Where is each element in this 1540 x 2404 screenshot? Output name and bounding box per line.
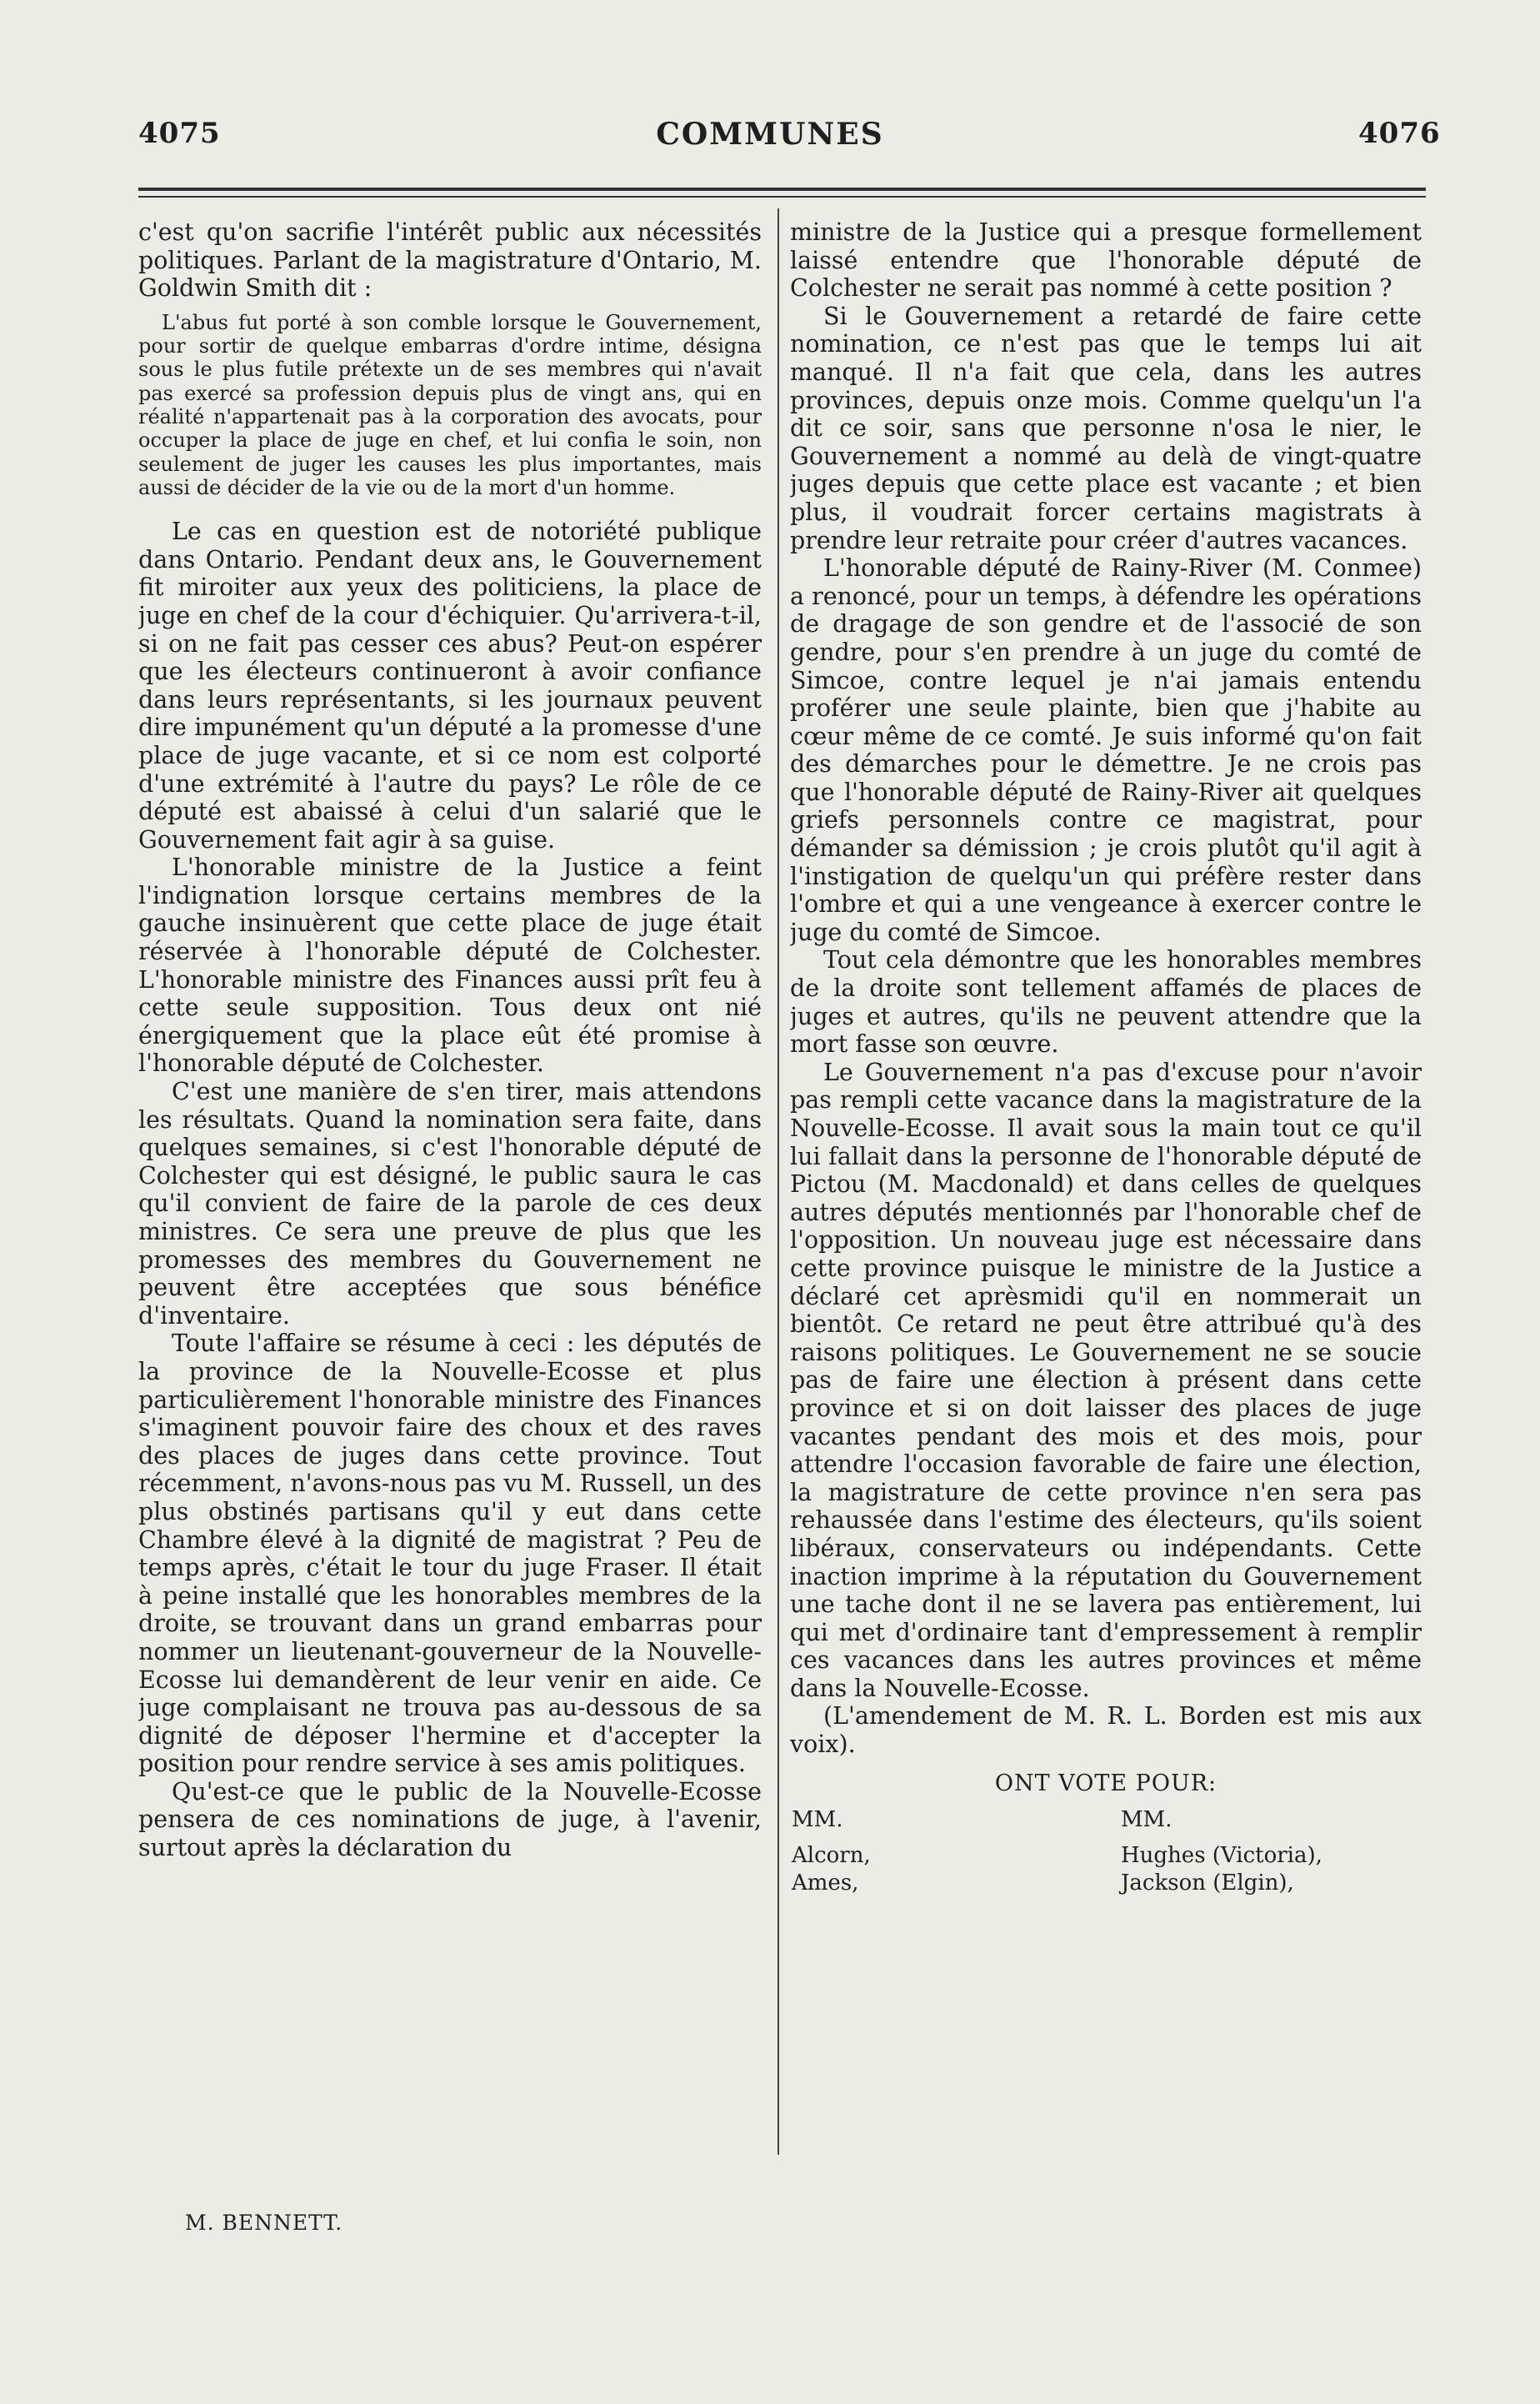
paragraph: Le Gouvernement n'a pas d'excuse pour n'avoir pas rempli cette vacance dans la magistrature de la Nouvelle-Ecosse. Il avait sous la main tout ce qu'il lui fallait dans la personne de l'honorable député de Pictou (M. Macdonald) et dans celles de quelques autres députés mentionnés par l'honorable chef de l'opposition. Un nouveau juge est nécessaire dans cette province puisque le ministre de la Justice a déclaré cet aprèsmidi qu'il en nommerait un bientôt. Ce retard ne peut être attribué qu'à des raisons politiques. Le Gouvernement ne se soucie pas de faire une élection à présent dans cette province et si on doit laisser des places de juge vacantes pendant des mois et des mois, pour attendre l'occasion favorable de faire une élection, la magistrature de cette province n'en sera pas rehaussée dans l'estime des électeurs, qu'ils soient libéraux, conservateurs ou indépendants. Cette inaction imprime à la réputation du Gouvernement une tache dont il ne se lavera pas entièrement, lui qui met d'ordinaire tant d'empressement à remplir ces vacances dans les autres provinces et même dans la Nouvelle-Ecosse.	[790, 1058, 1422, 1702]
running-title: COMMUNES	[656, 117, 884, 152]
paragraph: Si le Gouvernement a retardé de faire cette nomination, ce n'est pas que le temps lui ait manqué. Il n'a fait que cela, dans les autres provinces, depuis onze mois. Comme quelqu'un l'a dit ce soir, sans que personne n'osa le nier, le Gouvernement a nommé au delà de vingt-quatre juges depuis que cette place est vacante ; et bien plus, il voudrait forcer certains magistrats à prendre leur retraite pour créer d'autres vacances.	[790, 302, 1422, 554]
paragraph: Tout cela démontre que les honorables membres de la droite sont tellement affamés de places de juges et autres, qu'ils ne peuvent attendre que la mort fasse son œuvre.	[790, 946, 1422, 1059]
block-quote: L'abus fut porté à son comble lorsque le Gouvernement, pour sortir de quelque embarras d'ordre intime, désigna sous le plus futile prétexte un de ses membres qui n'avait pas exercé sa profession depuis plus de vingt ans, qui en réalité n'appartenait pas à la corporation des avocats, pour occuper la place de juge en chef, et lui confia le soin, non seulement de juger les causes les plus importantes, mais aussi de décider de la vie ou de la mort d'un homme.	[138, 310, 762, 499]
paragraph: ministre de la Justice qui a presque formellement laissé entendre que l'honorable député de Colchester ne serait pas nommé à cette position ?	[790, 218, 1422, 303]
paragraph: L'honorable ministre de la Justice a feint l'indignation lorsque certains membres de la gauche insinuèrent que cette place de juge était réservée à l'honorable député de Colchester. L'honorable ministre des Finances aussi prît feu à cette seule supposition. Tous deux ont nié énergiquement que la place eût été promise à l'honorable député de Colchester.	[138, 854, 762, 1078]
page-number-right: 4076	[1358, 117, 1441, 150]
member-name: Ames,	[792, 1870, 859, 1896]
paragraph: Qu'est-ce que le public de la Nouvelle-Ecosse pensera de ces nominations de juge, à l'avenir, surtout après la déclaration du	[138, 1777, 762, 1862]
column-divider	[778, 208, 779, 2155]
paragraph: (L'amendement de M. R. L. Borden est mis aux voix).	[790, 1702, 1422, 1759]
member-name: Jackson (Elgin),	[1121, 1870, 1294, 1896]
page-number-left: 4075	[138, 117, 221, 150]
paragraph: Toute l'affaire se résume à ceci : les députés de la province de la Nouvelle-Ecosse et plus particulièrement l'honorable ministre des Finances s'imaginent pouvoir faire des choux et des raves des places de juges dans cette province. Tout récemment, n'avons-nous pas vu M. Russell, un des plus obstinés partisans qu'il y eut dans cette Chambre élevé à la dignité de magistrat ? Peu de temps après, c'était le tour du juge Fraser. Il était à peine installé que les honorables membres de la droite, se trouvant dans un grand embarras pour nommer un lieutenant-gouverneur de la Nouvelle-Ecosse lui demandèrent de leur venir en aide. Ce juge complaisant ne trouva pas au-dessous de sa dignité de déposer l'hermine et d'accepter la position pour rendre service à ses amis politiques.	[138, 1330, 762, 1778]
mm-label: MM.	[792, 1806, 843, 1832]
vote-list-left	[790, 1806, 1121, 1897]
speaker-name: M. BENNETT.	[185, 2211, 343, 2235]
paragraph: c'est qu'on sacrifie l'intérêt public aux nécessités politiques. Parlant de la magistrature d'Ontario, M. Goldwin Smith dit :	[138, 218, 762, 303]
vote-list	[790, 1806, 1422, 1897]
left-column	[138, 218, 762, 1862]
vote-list-right	[1121, 1806, 1421, 1897]
header-rule-thin	[138, 196, 1426, 198]
header-rule	[138, 188, 1426, 191]
vote-heading: ONT VOTE POUR:	[994, 1770, 1218, 1796]
paragraph: Le cas en question est de notoriété publique dans Ontario. Pendant deux ans, le Gouvernement fit miroiter aux yeux des politiciens, la place de juge en chef de la cour d'échiquier. Qu'arrivera-t-il, si on ne fait pas cesser ces abus? Peut-on espérer que les électeurs continueront à avoir confiance dans leurs représentants, si les journaux peuvent dire impunément qu'un député a la promesse d'une place de juge vacante, et si ce nom est colporté d'une extrémité à l'autre du pays? Le rôle de ce député est abaissé à celui d'un salarié que le Gouvernement fait agir à sa guise.	[138, 518, 762, 854]
mm-label: MM.	[1121, 1806, 1172, 1832]
member-name: Alcorn,	[792, 1842, 871, 1868]
paragraph: C'est une manière de s'en tirer, mais attendons les résultats. Quand la nomination sera faite, dans quelques semaines, si c'est l'honorable député de Colchester qui est désigné, le public saura le cas qu'il convient de faire de la parole de ces deux ministres. Ce sera une preuve de plus que les promesses des membres du Gouvernement ne peuvent être acceptées que sous bénéfice d'inventaire.	[138, 1078, 762, 1330]
page-header	[0, 117, 1540, 167]
right-column	[790, 218, 1422, 1897]
member-name: Hughes (Victoria),	[1121, 1842, 1322, 1868]
paragraph: L'honorable député de Rainy-River (M. Conmee) a renoncé, pour un temps, à défendre les opérations de dragage de son gendre et de l'associé de son gendre, pour s'en prendre à un juge du comté de Simcoe, contre lequel je n'ai jamais entendu proférer une seule plainte, bien que j'habite au cœur même de ce comté. Je suis informé qu'on fait des démarches pour le démettre. Je ne crois pas que l'honorable député de Rainy-River ait quelques griefs personnels contre ce magistrat, pour démander sa démission ; je crois plutôt qu'il agit à l'instigation de quelqu'un qui préfère rester dans l'ombre et qui a une vengeance à exercer contre le juge du comté de Simcoe.	[790, 554, 1422, 946]
